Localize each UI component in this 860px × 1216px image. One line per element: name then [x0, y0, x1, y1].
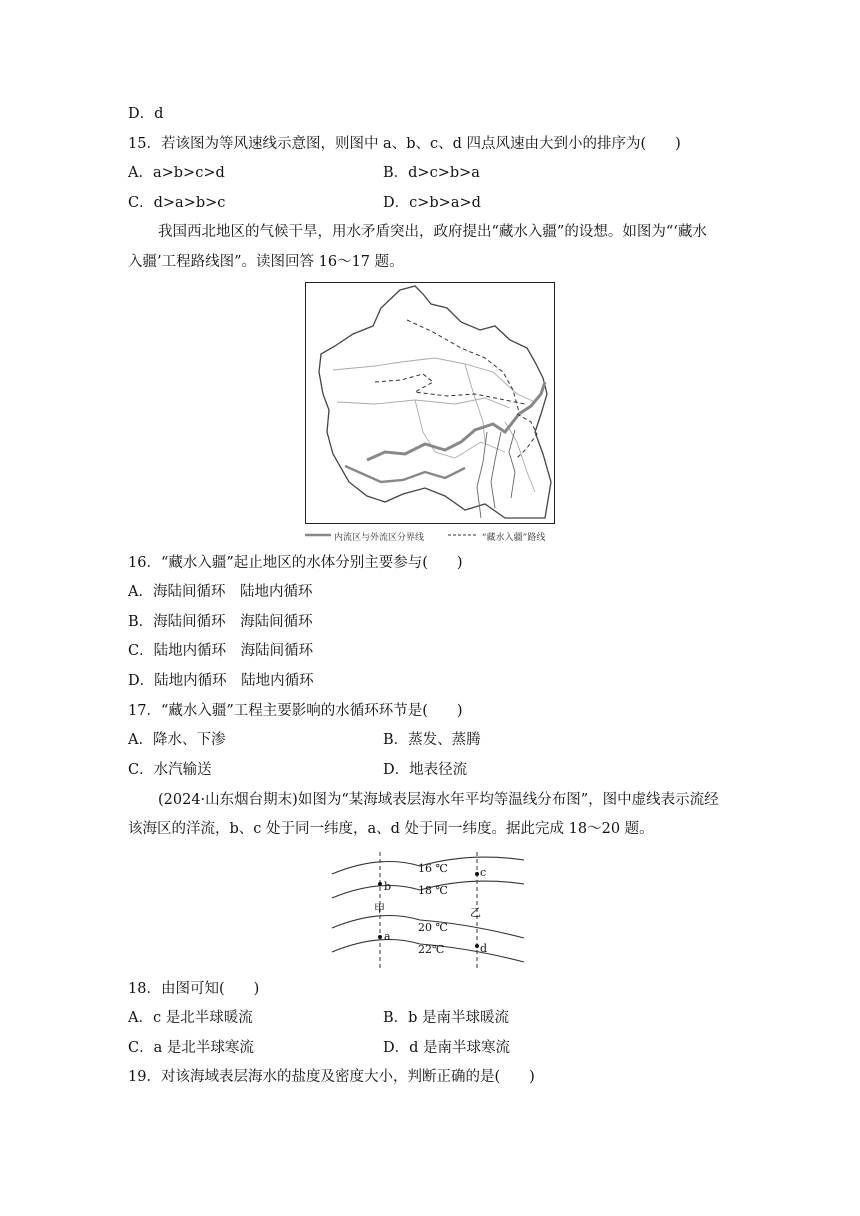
label-t18: 18 ℃	[418, 884, 448, 897]
q17-option-c: C．水汽输送	[128, 762, 212, 778]
q18-option-d: D．d 是南半球寒流	[383, 1040, 511, 1056]
q17-option-b: B．蒸发、蒸腾	[383, 732, 481, 748]
q16-option-b: B．海陆间循环 海陆间循环	[128, 614, 313, 630]
isotherm-figure	[330, 852, 530, 970]
q15-option-c: C．d>a>b>c	[128, 195, 226, 211]
route-map-figure	[305, 282, 555, 524]
q15-option-d: D．c>b>a>d	[383, 195, 481, 211]
q18-option-a: A．c 是北半球暖流	[128, 1010, 253, 1026]
legend-dashed-label: “藏水入疆”路线	[482, 533, 546, 543]
label-c: c	[480, 866, 487, 879]
label-yi: 乙	[470, 906, 481, 919]
point-b	[378, 882, 382, 886]
legend-solid-label: 内流区与外流区分界线	[334, 533, 425, 543]
q16-option-d: D．陆地内循环 陆地内循环	[128, 673, 314, 689]
q18-option-b: B．b 是南半球暖流	[383, 1010, 510, 1026]
q16-option-c: C．陆地内循环 海陆间循环	[128, 643, 314, 659]
intro-16-17-line2: 入疆’工程路线图”。读图回答 16～17 题。	[128, 254, 404, 270]
intro-18-20-line1: (2024·山东烟台期末)如图为“某海域表层海水年平均等温线分布图”，图中虚线表示流经	[158, 792, 719, 808]
q15-option-b: B．d>c>b>a	[383, 165, 480, 181]
label-d: d	[480, 942, 488, 955]
q16-option-a: A．海陆间循环 陆地内循环	[128, 584, 313, 600]
q16-stem: 16．“藏水入疆”起止地区的水体分别主要参与( )	[128, 555, 463, 571]
q15-stem: 15．若该图为等风速线示意图，则图中 a、b、c、d 四点风速由大到小的排序为( )	[128, 136, 681, 152]
q18-stem: 18．由图可知( )	[128, 981, 260, 997]
label-t16: 16 ℃	[418, 862, 448, 875]
point-c	[475, 872, 479, 876]
label-t22: 22℃	[418, 943, 445, 956]
q17-option-d: D．地表径流	[383, 762, 468, 778]
q15-option-a: A．a>b>c>d	[128, 165, 225, 181]
intro-16-17-line1: 我国西北地区的气候干旱，用水矛盾突出，政府提出“藏水入疆”的设想。如图为“‘藏水	[158, 224, 707, 240]
label-t20: 20 ℃	[418, 921, 448, 934]
q18-option-c: C．a 是北半球寒流	[128, 1040, 254, 1056]
intro-18-20-line2: 该海区的洋流，b、c 处于同一纬度，a、d 处于同一纬度。据此完成 18～20 题。	[128, 821, 654, 837]
point-d	[475, 944, 479, 948]
q19-stem: 19．对该海域表层海水的盐度及密度大小，判断正确的是( )	[128, 1069, 535, 1085]
legend-dashed-swatch	[448, 530, 480, 540]
label-jia: 甲	[374, 902, 385, 915]
legend-solid-swatch	[305, 530, 333, 540]
point-a	[378, 935, 382, 939]
q14-option-d: D．d	[128, 106, 164, 122]
label-a: a	[384, 930, 391, 943]
label-b: b	[384, 880, 392, 893]
q17-option-a: A．降水、下渗	[128, 732, 226, 748]
q17-stem: 17．“藏水入疆”工程主要影响的水循环环节是( )	[128, 703, 463, 719]
